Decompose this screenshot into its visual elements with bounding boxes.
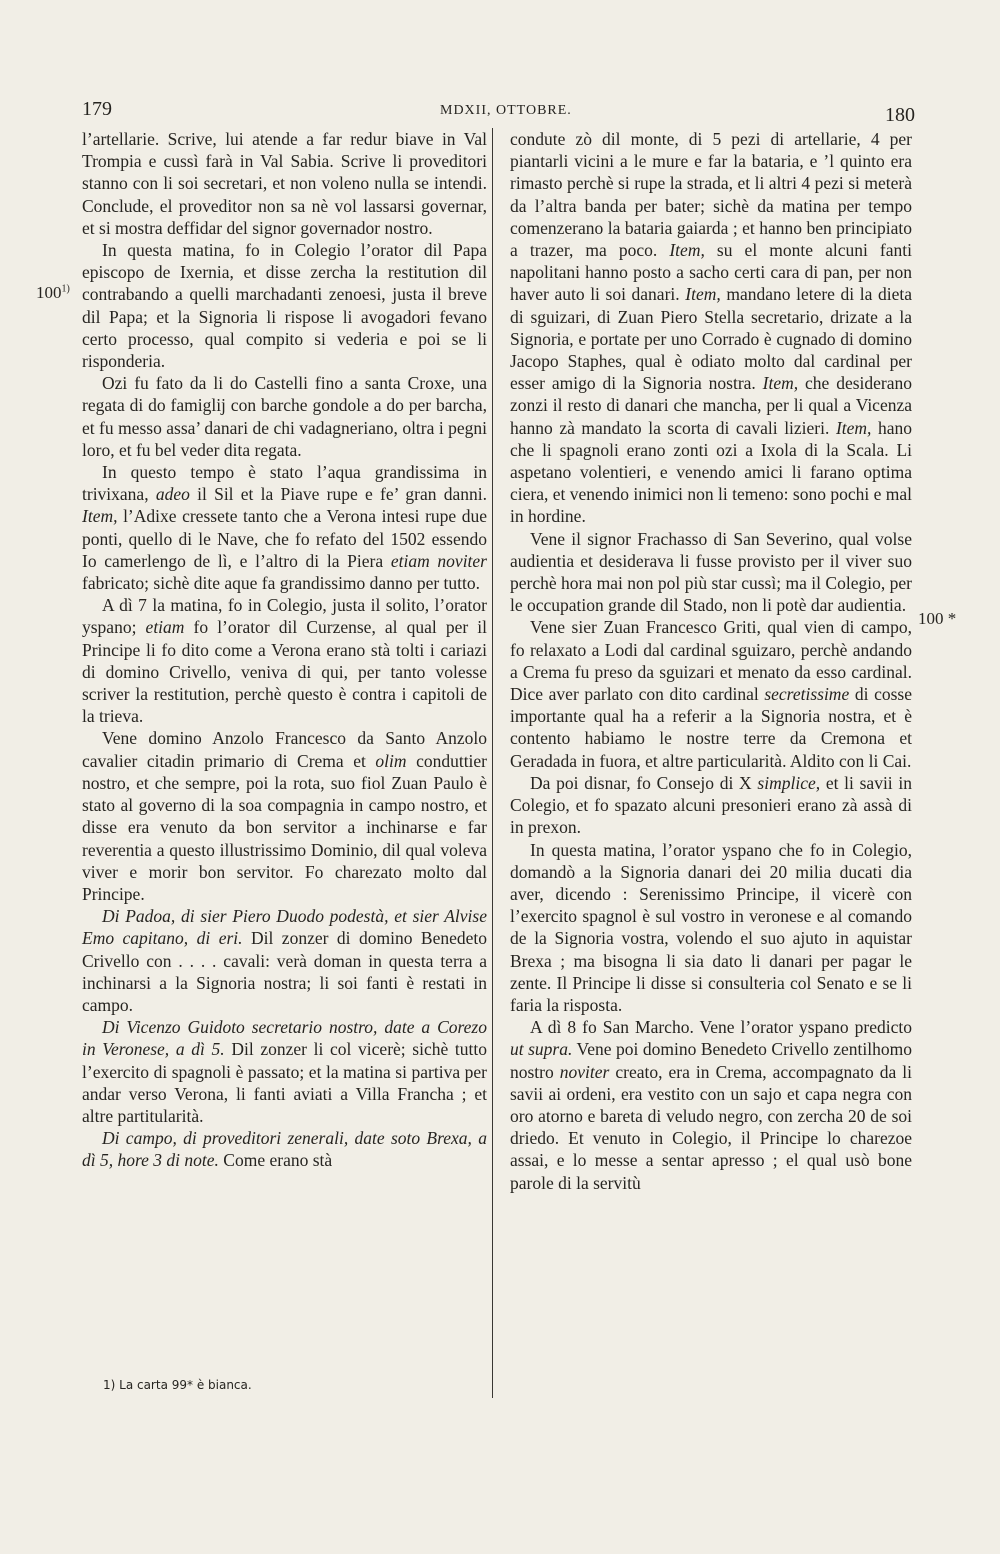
page-number-right: 180 <box>885 104 915 126</box>
text-run: l’Adixe cressete tanto che a Verona intesi rupe due ponti, quello di le Nave, che fo refato del 1502 essendo Io camerlengo de lì, e l’altro di la Piera <box>82 506 488 571</box>
margin-note-mark: 1) <box>61 283 70 295</box>
italic-run: etiam noviter <box>390 550 487 571</box>
text-run: mandano letere di la dieta di sguizari, di Zuan Piero Stella secretario, drizate a la Signoria, e portate per uno Corrado è cugnado di domino Jacopo Staphes, qual è odiato molto dal cardinal per esser amigo di la Signoria nostra. <box>510 284 912 394</box>
paragraph <box>510 1016 912 1194</box>
italic-run: olim <box>375 750 407 771</box>
paragraph: Vene il signor Frachasso di San Severino, qual volse audientia et desiderava li fusse provisto per il viver suo perchè hora mai non pol più star cussì; ma il Colegio, per le occupation grande dil Stado, non li potè dar audientia. <box>510 528 912 616</box>
left-column <box>82 128 487 1172</box>
italic-run: Di campo, di proveditori zenerali, date soto Brexa, a dì 5, hore 3 di note. <box>82 1128 487 1171</box>
column-divider <box>492 128 493 1398</box>
text-run: A dì 7 la matina, fo in Colegio, justa il solito, l’orator yspano; <box>82 595 487 638</box>
italic-run: Di Vicenzo Guidoto secretario nostro, date a Corezo in Veronese, a dì 5. <box>82 1017 487 1060</box>
margin-number-left <box>36 283 70 303</box>
italic-run: secretissime <box>764 684 850 705</box>
paragraph <box>82 594 487 727</box>
text-run: et li savii in Colegio, et fo spazato alcuni presonieri erano zà assà di in prexon. <box>510 772 912 838</box>
italic-run: Item, <box>835 417 872 438</box>
text-run: fabricato; sichè dite aque fa grandissimo danno per tutto. <box>82 573 480 594</box>
italic-run: Di Padoa, di sier Piero Duodo podestà, et sier Alvise Emo capitano, di eri. <box>82 906 487 949</box>
text-run: condute zò dil monte, di 5 pezi di artellarie, 4 per piantarli vicini a le mure e far la bataria, e ’l quinto era rimasto perchè si rupe la strada, et li altri 4 pezi si meterà da l’altra banda per bater; sichè da matina per tempo comenzerano la bataria gaiarda ; et hanno ben principiato a trazer, ma poco. <box>510 129 912 261</box>
italic-run: Item, <box>685 284 721 305</box>
italic-run: simplice, <box>757 772 821 793</box>
text-run: che desiderano zonzi il resto di danari che mancha, per li qual a Vicenza hanno zà mandato la scorta di cavali lizieri. <box>510 373 912 438</box>
footnote: 1) La carta 99* è bianca. <box>103 1378 252 1392</box>
paragraph <box>510 616 912 771</box>
text-run: Vene poi domino Benedeto Crivello zentilhomo nostro <box>510 1039 913 1082</box>
paragraph: l’artellarie. Scrive, lui atende a far redur biave in Val Trompia e cussì farà in Val Sabia. Scrive li proveditori stanno con li soi secretari, et non voleno nulla se intendi. Conclude, el proveditor non sa nè vol lassarsi governar, et si mostra deffidar del signor governador nostro. <box>82 129 487 238</box>
paragraph: In questa matina, l’orator yspano che fo in Colegio, domandò a la Signoria danari dei 20 milia ducati dia aver, dicendo : Serenissimo Principe, il vicerè con l’exercito spagnol è sul vostro in veronese e al comando de la Signoria vostra, volendo el suo ajuto in aquistar Brexa ; ma bisogna li sia dato li danari per pagar le zente. Il Principe li disse si consulteria col Senato e se li faria la risposta. <box>510 839 912 1015</box>
text-run: hano che li spagnoli erano zonti ozi a Ixola di la Scala. Li aspetano volentieri, e venendo amici li farano optima ciera, et venendo inimici non li temeno: sono pochi e mal in hordine. <box>510 417 912 527</box>
paragraph <box>82 461 487 594</box>
italic-run: Item, <box>669 240 705 261</box>
text-run: Vene domino Anzolo Francesco da Santo Anzolo cavalier citadin primario di Crema et <box>82 728 487 771</box>
text-run: su el monte alcuni fanti napolitani hanno posto a sacho certi cara di pan, per non haver auto li soi danari. <box>510 240 912 305</box>
text-run: conduttier nostro, et che sempre, poi la rota, suo fiol Zuan Paulo è stato al governo di la soa compagnia in campo nostro, et disse era venuto da bon servitor a inchinarse e far reverentia a questo illustrissimo Dominio, dil qual voleva viver e morir bon servitor. Fo charezato molto dal Principe. <box>82 750 488 904</box>
text-run: Dil zonzer li col vicerè; sichè tutto l’exercito di spagnoli è passato; et la matina si partiva per andar verso Verona, li fanti aviati a Villa Francha ; et altre partitularità. <box>82 1039 488 1126</box>
paragraph <box>82 1016 487 1127</box>
text-run: Vene sier Zuan Francesco Griti, qual vien di campo, fo relaxato a Lodi dal cardinal sguizaro, perchè andando a Crema fu preso da sguizari et menato da esso cardinal. Dice aver parlato con dito cardinal <box>510 617 912 705</box>
italic-run: etiam <box>145 617 185 638</box>
paragraph: In questa matina, fo in Colegio l’orator dil Papa episcopo de Ixernia, et disse zercha la restitution dil contrabando a quelli marchadanti zenoesi, justa il breve dil Papa; et la Signoria li rispose li avogadori fevano certo processo, qual compito si vederia e poi se li risponderia. <box>82 240 487 372</box>
margin-number-left-value: 100 <box>36 283 62 302</box>
italic-run: Item, <box>762 373 799 394</box>
margin-number-right: 100 * <box>918 609 957 628</box>
text-run: Da poi disnar, fo Consejo di X <box>530 772 752 793</box>
running-title: MDXII, OTTOBRE. <box>440 103 572 118</box>
text-run: A dì 8 fo San Marcho. Vene l’orator yspano predicto <box>530 1017 912 1038</box>
paragraph <box>82 905 487 1016</box>
text-run: creato, era in Crema, accompagnato da li savii ai ordeni, era vestito con un sajo et capa negra con oro atorno e bareta di veludo negro, con zercha 20 de soi driedo. Et venuto in Colegio, il Principe lo charezoe assai, e lo messe a sentar apresso ; el qual usò bone parole di la servitù <box>510 1061 912 1193</box>
paragraph <box>82 1127 487 1171</box>
text-run: di cosse importante qual ha a referir a la Signoria nostra, et è contento habiamo le nostre terre da Cremona et Geradada in fuora, et altre particularità. Aldito con li Cai. <box>510 684 912 771</box>
italic-run: ut supra. <box>510 1039 573 1060</box>
text-run: fo l’orator dil Curzense, al qual per il Principe li fo dito come a Verona erano stà tolti i cariazi di domino Crivello, veniva di qui, per tanto volesse scriver la restitution, perchè questo è contra i capitoli de la trieva. <box>82 617 488 727</box>
text-run: In questo tempo è stato l’aqua grandissima in trivixana, <box>82 462 487 505</box>
paragraph <box>82 727 487 905</box>
page-number-left: 179 <box>82 98 112 120</box>
paragraph: Ozi fu fato da li do Castelli fino a santa Croxe, una regata di do famiglij con barche gondole a do per barcha, et fu messo assa’ danari de chi vadagneriano, oltra i pegni loro, et fu bel veder dita regata. <box>82 373 487 460</box>
text-run: il Sil et la Piave rupe e fe’ gran danni. <box>197 484 488 505</box>
italic-run: noviter <box>559 1061 610 1082</box>
paragraph <box>510 772 912 839</box>
italic-run: adeo <box>155 484 190 505</box>
paragraph <box>510 128 912 528</box>
right-column <box>510 128 912 1194</box>
text-run: Dil zonzer di domino Benedeto Crivello con . . . . cavali: verà doman in questa terra a inchinarsi a la Signoria nostra; li soi fanti è restati in campo. <box>82 928 488 1015</box>
text-run: Come erano stà <box>223 1150 333 1171</box>
italic-run: Item, <box>82 506 118 527</box>
